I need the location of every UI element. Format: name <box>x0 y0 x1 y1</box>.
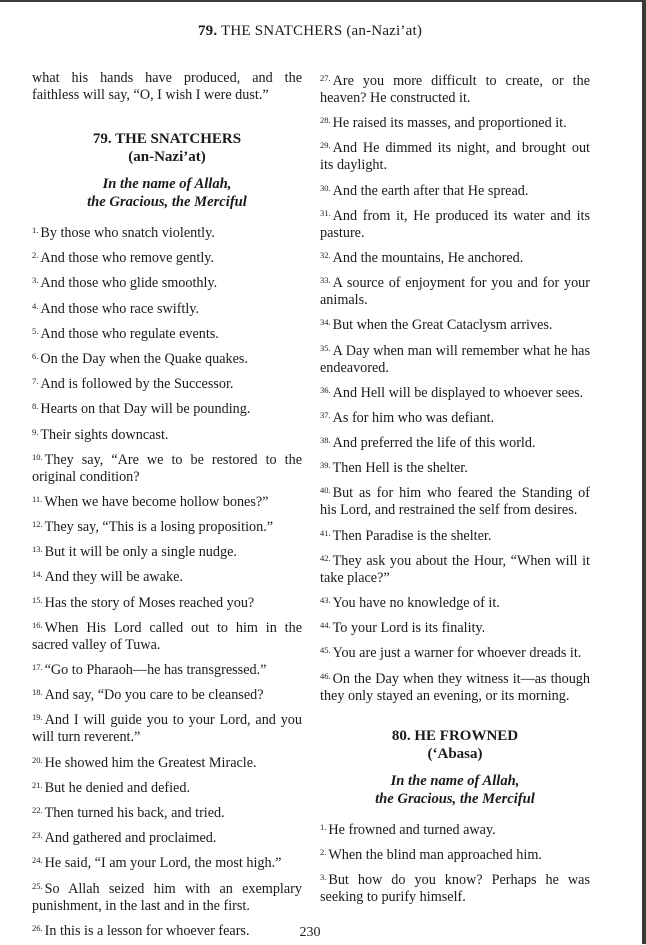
verse-number: 4. <box>32 300 39 311</box>
verse-text: You have no knowledge of it. <box>332 595 500 611</box>
sura-80-basmala-line1: In the name of Allah, <box>390 772 520 789</box>
sura-80-subtitle: (‘Abasa) <box>427 745 483 762</box>
verse-number: 46. <box>320 670 331 681</box>
sura-80-title: 80. HE FROWNED <box>391 727 519 744</box>
verse-text: He said, “I am your Lord, the most high.” <box>44 855 282 872</box>
verse-number: 18. <box>32 687 43 698</box>
verse <box>320 550 590 587</box>
verse <box>320 247 590 267</box>
verse <box>320 407 590 427</box>
verse-text: A source of enjoyment for you and for your animals. <box>320 275 590 309</box>
verse <box>320 112 590 132</box>
verse-text: By those who snatch violently. <box>40 225 215 241</box>
sura-80-basmala-line2: the Gracious, the Merciful <box>375 790 535 807</box>
verse-number: 12. <box>32 519 43 530</box>
verse-text: As for him who was defiant. <box>332 409 495 426</box>
verse-number: 13. <box>32 544 43 555</box>
verse <box>32 298 302 318</box>
header-sura-title: THE SNATCHERS <box>221 23 343 39</box>
verse-number: 1. <box>320 821 327 832</box>
running-header <box>0 23 620 40</box>
verse-number: 29. <box>320 140 331 151</box>
verse <box>320 180 590 200</box>
verse-text: When we have become hollow bones?” <box>44 493 269 510</box>
verse-text: “Go to Pharaoh—he has transgressed.” <box>44 662 267 678</box>
verse-text: When His Lord called out to him in the sacred valley of Tuwa. <box>32 619 302 653</box>
page-number: 230 <box>299 925 321 940</box>
verse-number: 41. <box>320 527 331 538</box>
verse-text: He showed him the Greatest Miracle. <box>44 754 257 771</box>
verse-number: 26. <box>32 922 43 933</box>
verse-text: And He dimmed its night, and brought out its daylight. <box>320 140 590 174</box>
verse <box>320 457 590 477</box>
verse-text: But it will be only a single nudge. <box>44 544 237 561</box>
verse <box>32 449 302 486</box>
verse-text: They say, “This is a losing proposition.” <box>44 519 274 536</box>
verse <box>32 777 302 797</box>
verse-text: You are just a warner for whoever dreads it. <box>332 645 582 662</box>
verse <box>32 802 302 822</box>
verse-text: And those who remove gently. <box>40 250 215 267</box>
verse <box>320 272 590 309</box>
verse-number: 11. <box>32 493 43 504</box>
verse-number: 35. <box>320 342 331 353</box>
verse <box>32 272 302 292</box>
verse-number: 27. <box>320 73 331 83</box>
verse-text: And gathered and proclaimed. <box>44 830 217 847</box>
verse-text: Are you more difficult to create, or the heaven? He constructed it. <box>320 73 590 106</box>
verse-number: 22. <box>32 804 43 815</box>
verse <box>32 827 302 847</box>
sura-79-basmala-line2: the Gracious, the Merciful <box>87 194 247 210</box>
verse <box>32 592 302 612</box>
verse-number: 43. <box>320 595 331 605</box>
verse-number: 32. <box>320 249 331 260</box>
verse-text: And I will guide you to your Lord, and you will turn reverent.” <box>32 712 302 746</box>
verse-text: In this is a lesson for whoever fears. <box>44 922 250 939</box>
verse <box>32 852 302 872</box>
verse-text: Hearts on that Day will be pounding. <box>40 401 251 418</box>
verse-text: On the Day when the Quake quakes. <box>40 350 248 367</box>
verse <box>320 592 590 612</box>
verse-number: 38. <box>320 435 331 446</box>
verse <box>32 323 302 343</box>
verse-text: But how do you know? Perhaps he was seeking to purify himself. <box>320 872 590 906</box>
verse <box>32 491 302 511</box>
verse-number: 2. <box>32 250 39 261</box>
verse-text: Then Hell is the shelter. <box>332 460 468 477</box>
verse <box>320 642 590 662</box>
verse-number: 2. <box>320 846 327 857</box>
verse-number: 7. <box>32 376 39 387</box>
verse-text: Their sights downcast. <box>40 426 169 443</box>
verse-text: A Day when man will remember what he has endeavored. <box>320 342 590 376</box>
verse-text: But he denied and defied. <box>44 779 190 796</box>
verse <box>320 340 590 377</box>
verse-text: They say, “Are we to be restored to the original condition? <box>32 451 302 485</box>
verse <box>32 752 302 772</box>
verse-number: 37. <box>320 409 331 420</box>
verse-text: And those who glide smoothly. <box>40 275 218 292</box>
verse-number: 44. <box>320 620 331 631</box>
verse <box>32 878 302 915</box>
verse-text: Has the story of Moses reached you? <box>44 594 255 611</box>
verse <box>32 541 302 561</box>
verse <box>32 566 302 586</box>
page-top-edge <box>0 0 646 2</box>
verse-text: When the blind man approached him. <box>328 846 542 863</box>
verse-text: And those who regulate events. <box>40 325 219 342</box>
verse <box>32 373 302 393</box>
sura-79-basmala-line1: In the name of Allah, <box>102 176 232 192</box>
verse <box>320 205 590 242</box>
left-column <box>32 70 302 945</box>
verse <box>320 482 590 519</box>
verse-number: 15. <box>32 594 43 605</box>
verse-text: To your Lord is its finality. <box>332 620 486 637</box>
verse-number: 8. <box>32 401 39 412</box>
verse-number: 40. <box>320 485 331 496</box>
verse <box>32 659 302 679</box>
verse-text: On the Day when they witness it—as though they only stayed an evening, or its morning. <box>320 670 590 704</box>
verse-text: Then turned his back, and tried. <box>44 804 225 821</box>
header-sura-number: 79. <box>197 23 218 39</box>
verse-text: But when the Great Cataclysm arrives. <box>332 317 553 334</box>
verse <box>32 684 302 704</box>
verse-number: 19. <box>32 712 43 723</box>
sura-79-subtitle: (an-Nazi’at) <box>128 149 206 165</box>
verse-number: 17. <box>32 662 43 672</box>
verse-number: 3. <box>320 872 327 883</box>
verse-number: 23. <box>32 830 43 841</box>
verse-text: Then Paradise is the shelter. <box>332 527 492 544</box>
verse-number: 25. <box>32 880 43 891</box>
verse-number: 33. <box>320 275 331 286</box>
verse-number: 10. <box>32 451 43 462</box>
verse <box>32 709 302 746</box>
page-right-edge <box>642 0 646 944</box>
verse <box>320 382 590 402</box>
verse <box>32 348 302 368</box>
verse-text: And preferred the life of this world. <box>332 435 536 452</box>
verse-text: And Hell will be displayed to whoever sees. <box>332 384 584 401</box>
verse-text: They ask you about the Hour, “When will it take place?” <box>320 552 590 586</box>
sura-79-title: 79. THE SNATCHERS <box>92 131 242 147</box>
header-sura-subtitle: (an-Nazi’at) <box>346 23 423 39</box>
verse <box>32 398 302 418</box>
verse-number: 34. <box>320 317 331 328</box>
verse-text: But as for him who feared the Standing of his Lord, and restrained the self from desires. <box>320 485 590 519</box>
verse <box>320 137 590 174</box>
carry-over-text: what his hands have produced, and the faithless will say, “O, I wish I were dust.” <box>32 70 302 103</box>
verse-text: And from it, He produced its water and its pasture. <box>320 207 590 241</box>
verse-number: 36. <box>320 384 331 395</box>
verse-number: 24. <box>32 855 43 866</box>
verse <box>320 617 590 637</box>
verse-text: And say, “Do you care to be cleansed? <box>44 687 264 704</box>
verse-number: 31. <box>320 207 331 218</box>
verse <box>320 844 590 864</box>
verse-number: 14. <box>32 569 43 580</box>
verse <box>320 668 590 705</box>
verse <box>32 222 302 242</box>
verse <box>320 432 590 452</box>
verse-text: So Allah seized him with an exemplary punishment, in the last and in the first. <box>32 880 302 914</box>
verse-number: 21. <box>32 779 43 790</box>
verse-text: And is followed by the Successor. <box>40 376 234 393</box>
verse-text: And they will be awake. <box>44 569 183 586</box>
verse <box>32 424 302 444</box>
verse-number: 39. <box>320 460 331 471</box>
verse-text: And the earth after that He spread. <box>332 182 529 199</box>
verse-number: 45. <box>320 645 331 656</box>
verse <box>320 70 590 107</box>
verse-number: 5. <box>32 325 39 336</box>
verse <box>320 869 590 906</box>
verse-number: 20. <box>32 754 43 765</box>
verse <box>320 819 590 839</box>
verse <box>32 247 302 267</box>
verse-text: And those who race swiftly. <box>40 300 200 317</box>
verse <box>32 516 302 536</box>
verse-number: 42. <box>320 552 331 563</box>
verse-number: 30. <box>320 182 331 193</box>
verse-text: He raised its masses, and proportioned it. <box>332 115 567 132</box>
verse-number: 28. <box>320 115 331 126</box>
right-column <box>320 70 590 911</box>
verse-number: 9. <box>32 426 39 437</box>
verse-text: And the mountains, He anchored. <box>332 249 524 266</box>
verse <box>320 314 590 334</box>
verse-number: 3. <box>32 275 39 286</box>
verse-text: He frowned and turned away. <box>328 821 496 838</box>
verse-number: 6. <box>32 350 39 361</box>
verse <box>32 617 302 654</box>
verse <box>320 525 590 545</box>
verse-number: 16. <box>32 619 43 630</box>
verse-number: 1. <box>32 225 39 235</box>
